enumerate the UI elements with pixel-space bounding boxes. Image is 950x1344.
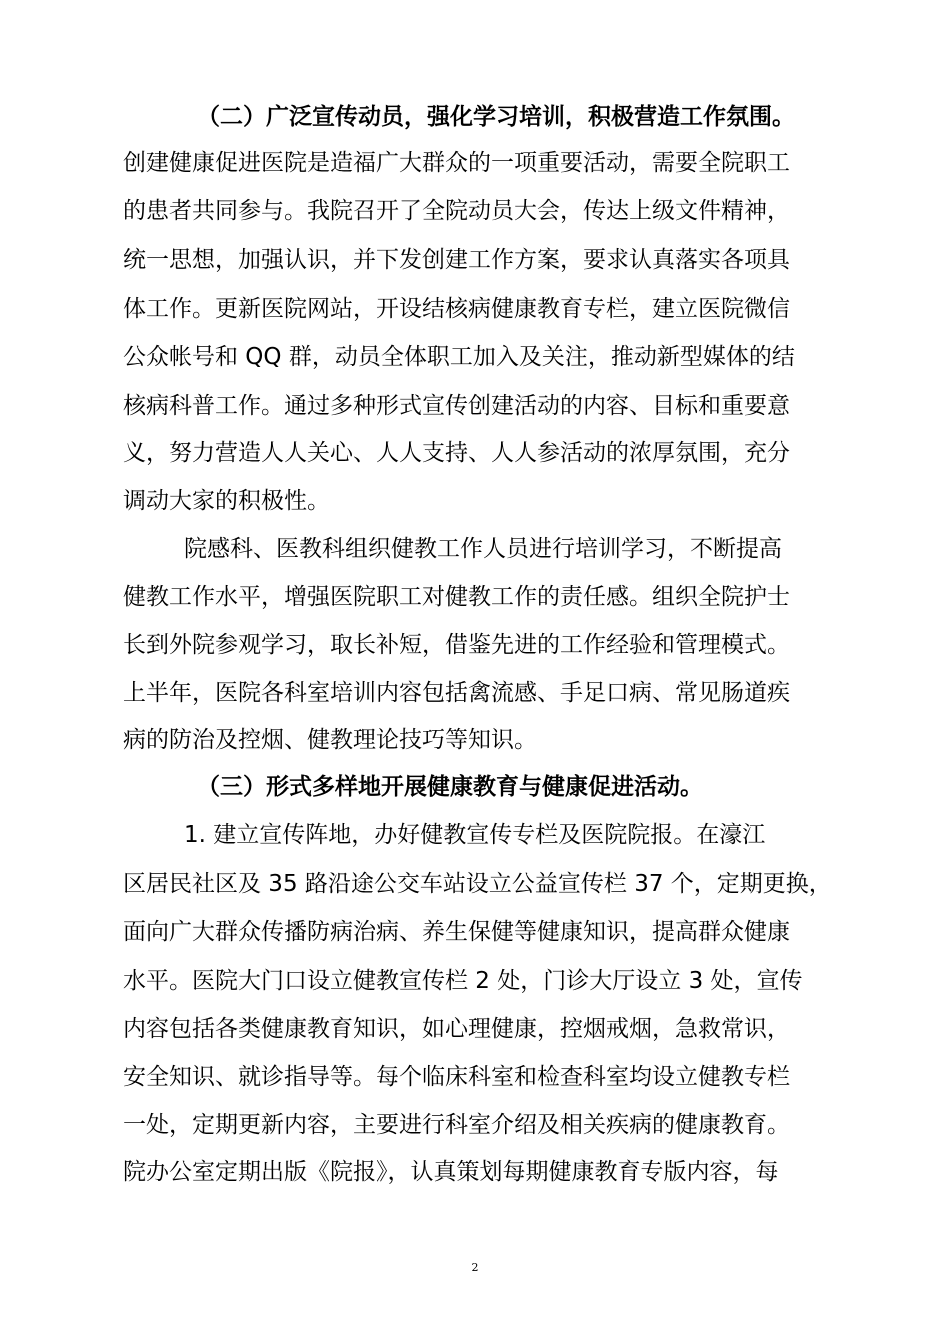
- paragraph-3-line: 区居民社区及 35 路沿途公交车站设立公益宣传栏 37 个，定期更换，: [123, 871, 832, 897]
- paragraph-1-line: 创建健康促进医院是造福广大群众的一项重要活动，需要全院职工: [123, 150, 790, 176]
- page-number: 2: [471, 1261, 479, 1274]
- paragraph-1-line: 体工作。更新医院网站，开设结核病健康教育专栏，建立医院微信: [123, 296, 790, 322]
- paragraph-2-line: 院感科、医教科组织健教工作人员进行培训学习，不断提高: [184, 536, 782, 562]
- paragraph-2-line: 长到外院参观学习，取长补短，借鉴先进的工作经验和管理模式。: [123, 632, 790, 658]
- paragraph-1-line: 的患者共同参与。我院召开了全院动员大会，传达上级文件精神，: [123, 198, 790, 224]
- paragraph-1-line: 统一思想，加强认识，并下发创建工作方案，要求认真落实各项具: [123, 247, 790, 273]
- paragraph-3-line: 院办公室定期出版《院报》，认真策划每期健康教育专版内容，每: [123, 1159, 779, 1185]
- section-heading-2: （二）广泛宣传动员，强化学习培训，积极营造工作氛围。: [197, 104, 795, 130]
- section-heading-3: （三）形式多样地开展健康教育与健康促进活动。: [197, 774, 703, 800]
- paragraph-2-line: 上半年，医院各科室培训内容包括禽流感、手足口病、常见肠道疾: [123, 680, 790, 706]
- paragraph-2-line: 健教工作水平，增强医院职工对健教工作的责任感。组织全院护士: [123, 584, 790, 610]
- paragraph-1-line: 核病科普工作。通过多种形式宣传创建活动的内容、目标和重要意: [123, 393, 790, 419]
- paragraph-3-line: 一处，定期更新内容，主要进行科室介绍及相关疾病的健康教育。: [123, 1112, 790, 1138]
- paragraph-1-line: 义，努力营造人人关心、人人支持、人人参活动的浓厚氛围，充分: [123, 440, 790, 466]
- paragraph-3-line: 水平。医院大门口设立健教宣传栏 2 处，门诊大厅设立 3 处，宣传: [123, 968, 803, 994]
- paragraph-1-line: 调动大家的积极性。: [123, 488, 330, 514]
- paragraph-3-line: 面向广大群众传播防病治病、养生保健等健康知识，提高群众健康: [123, 919, 790, 945]
- paragraph-1-line: 公众帐号和 QQ 群，动员全体职工加入及关注，推动新型媒体的结: [123, 344, 795, 370]
- paragraph-3-line: 安全知识、就诊指导等。每个临床科室和检查科室均设立健教专栏: [123, 1064, 790, 1090]
- paragraph-3-line: 内容包括各类健康教育知识，如心理健康，控烟戒烟，急救常识，: [123, 1016, 790, 1042]
- paragraph-2-line: 病的防治及控烟、健教理论技巧等知识。: [123, 727, 537, 753]
- paragraph-3-line: 1. 建立宣传阵地，办好健教宣传专栏及医院院报。在濠江: [184, 822, 766, 848]
